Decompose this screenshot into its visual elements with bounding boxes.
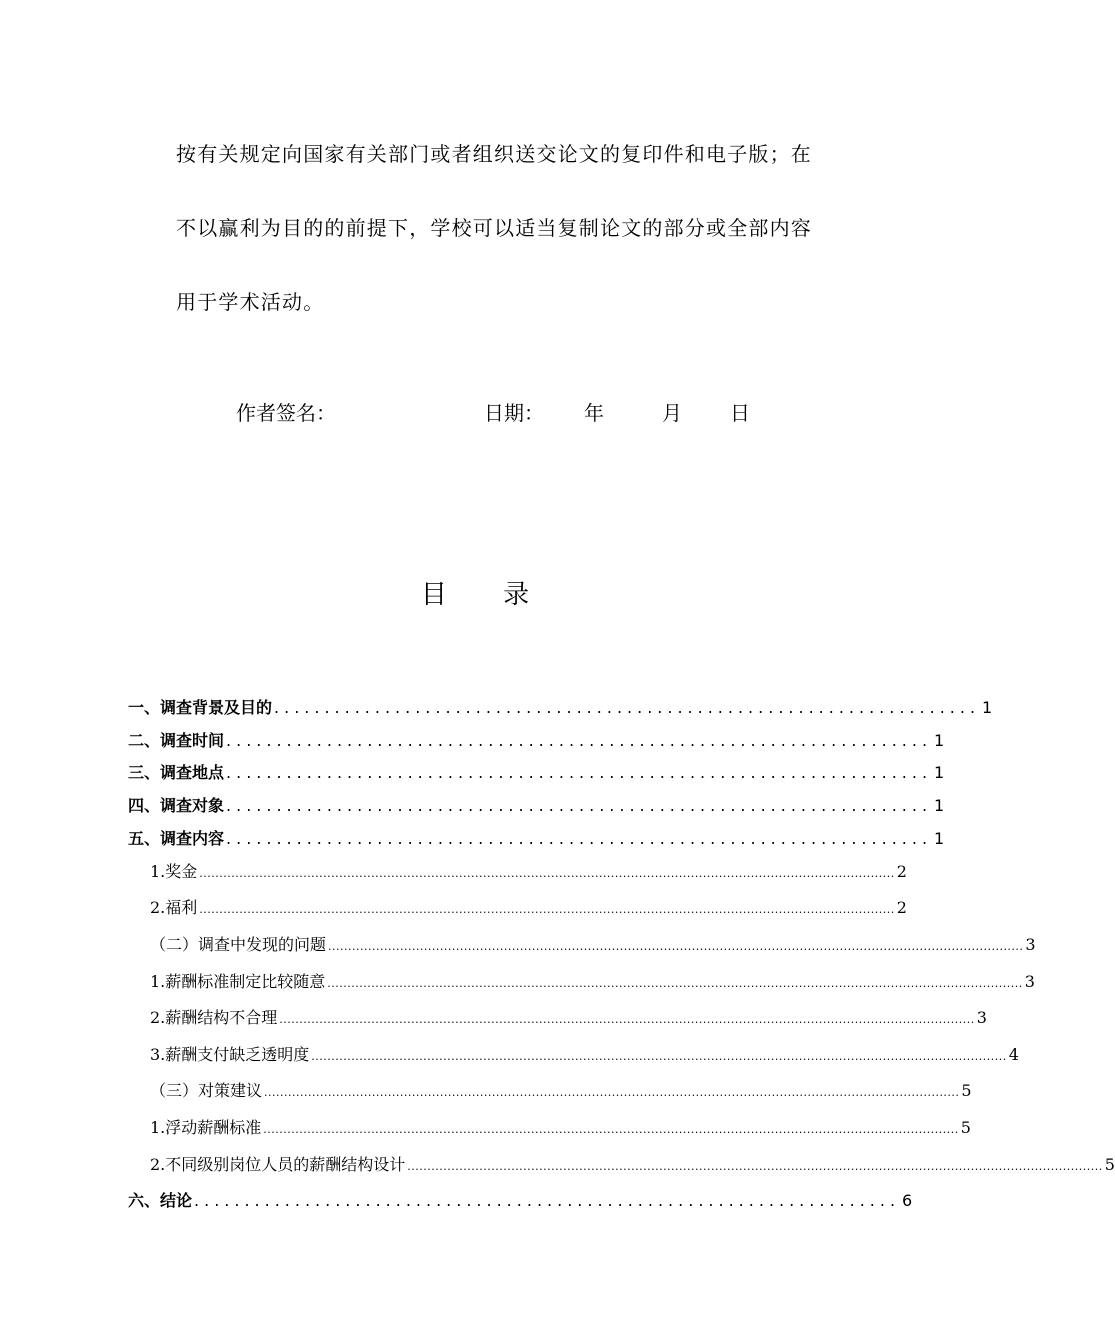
toc-entry-page: 5 [960,1118,971,1137]
toc-leader: .............................................................................................................................................................................. [327,977,1023,990]
toc-entry-label: 五、调查内容 [128,829,225,848]
toc-entry-label: 四、调查对象 [128,796,225,815]
toc-entry[interactable] [128,759,945,787]
toc-title: 目 录 [420,580,554,610]
toc-entry[interactable] [150,1041,1019,1069]
toc-entry-label: 六、结论 [128,1191,193,1210]
toc-entry[interactable] [150,858,907,886]
toc-entry[interactable] [128,694,993,722]
toc-leader: .............................................................................................................................................................................. [199,903,895,916]
toc-leader: ...................................................................... [194,1191,901,1210]
toc-entry-page: 5 [961,1081,972,1100]
toc-entry-page: 1 [934,763,945,782]
toc-entry[interactable] [150,1151,1115,1179]
toc-entry[interactable] [150,1004,987,1032]
toc-leader: ...................................................................... [226,829,933,848]
toc-entry-page: 1 [934,796,945,815]
toc-leader: ...................................................................... [274,698,981,717]
toc-entry-label: 1.奖金 [150,862,198,881]
declaration-line: 用于学术活动。 [176,290,325,314]
toc-entry-page: 5 [1104,1155,1115,1174]
toc-entry-label: 2.不同级别岗位人员的薪酬结构设计 [150,1155,406,1174]
toc-entry-label: 1.浮动薪酬标准 [150,1118,262,1137]
toc-entry[interactable] [128,1187,913,1215]
toc-entry[interactable] [128,727,945,755]
toc-entry-page: 1 [982,698,993,717]
date-label: 日期： [484,401,544,425]
toc-entry-label: 2.薪酬结构不合理 [150,1008,278,1027]
toc-entry-label: 三、调查地点 [128,763,225,782]
toc-entry[interactable] [150,894,907,922]
toc-entry-label: （二）调查中发现的问题 [150,935,327,954]
toc-leader: .............................................................................................................................................................................. [328,940,1024,953]
toc-entry[interactable] [150,1077,972,1105]
toc-entry-page: 3 [976,1008,987,1027]
toc-leader: ...................................................................... [226,731,933,750]
day-label: 日 [730,401,750,425]
toc-entry[interactable] [150,1114,971,1142]
toc-entry-page: 1 [934,731,945,750]
toc-entry[interactable] [150,968,1035,996]
year-label: 年 [584,401,604,425]
toc-leader: .............................................................................................................................................................................. [407,1160,1103,1173]
toc-entry-label: 二、调查时间 [128,731,225,750]
toc-leader: ...................................................................... [226,796,933,815]
toc-leader: .............................................................................................................................................................................. [311,1050,1007,1063]
toc-entry[interactable] [128,825,945,853]
toc-entry-page: 2 [896,862,907,881]
toc-leader: .............................................................................................................................................................................. [264,1086,960,1099]
declaration-line: 按有关规定向国家有关部门或者组织送交论文的复印件和电子版；在 [176,142,812,166]
declaration-paragraph [176,117,866,339]
month-label: 月 [662,401,682,425]
toc-entry-page: 1 [934,829,945,848]
toc-leader: ...................................................................... [226,763,933,782]
toc-entry-label: 一、调查背景及目的 [128,698,273,717]
toc-entry[interactable] [128,792,945,820]
toc-entry-label: 3.薪酬支付缺乏透明度 [150,1045,310,1064]
toc-entry-label: 2.福利 [150,898,198,917]
declaration-line: 不以赢利为目的的前提下，学校可以适当复制论文的部分或全部内容 [176,216,812,240]
toc-entry-label: （三）对策建议 [150,1081,263,1100]
toc-entry-page: 2 [896,898,907,917]
toc-entry-page: 3 [1025,935,1036,954]
toc-entry-page: 4 [1008,1045,1019,1064]
toc-entry-page: 3 [1024,972,1035,991]
toc-entry-label: 1.薪酬标准制定比较随意 [150,972,326,991]
toc-entry[interactable] [150,931,1036,959]
toc-leader: .............................................................................................................................................................................. [263,1123,959,1136]
toc-entry-page: 6 [902,1191,913,1210]
toc-leader: .............................................................................................................................................................................. [279,1013,975,1026]
author-signature-label: 作者签名： [236,401,336,425]
toc-leader: .............................................................................................................................................................................. [199,867,895,880]
